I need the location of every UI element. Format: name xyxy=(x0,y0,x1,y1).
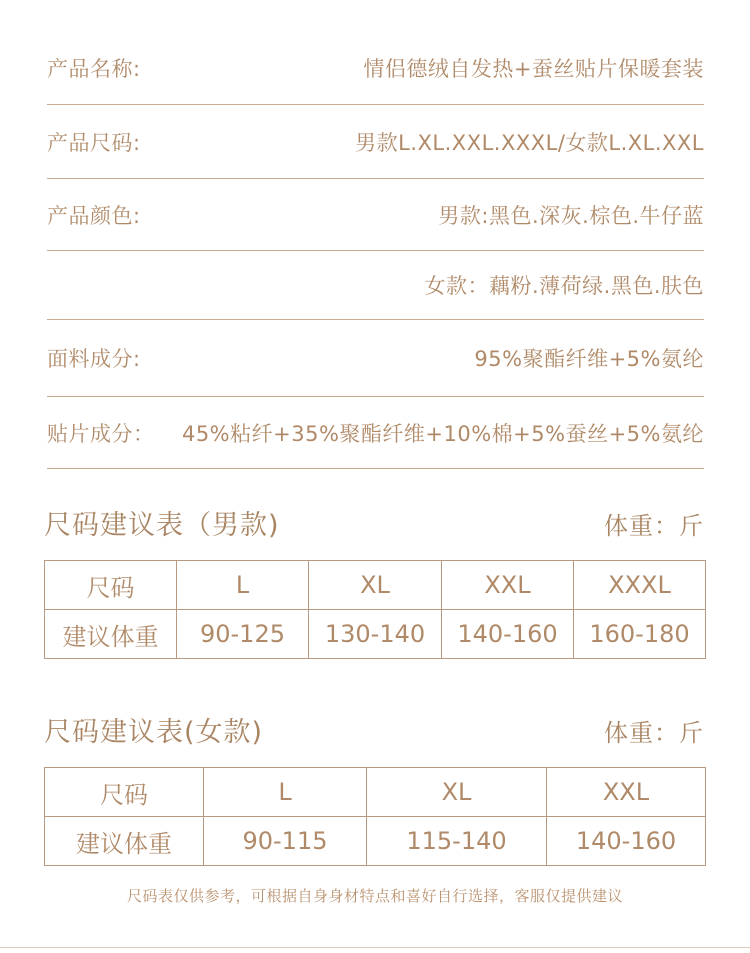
table-cell: 90-115 xyxy=(204,817,367,866)
table-cell: 建议体重 xyxy=(45,817,204,866)
table-header-cell: XXL xyxy=(442,561,574,610)
product-color-label: 产品颜色: xyxy=(47,203,141,228)
table-cell: 90-125 xyxy=(177,610,309,659)
size-note: 尺码表仅供参考，可根据自身身材特点和喜好自行选择，客服仅提供建议 xyxy=(126,887,623,905)
product-color-row xyxy=(47,179,704,251)
men-weight-unit: 体重：斤 xyxy=(604,512,704,540)
patch-composition-value: 45%粘纤+35%聚酯纤维+10%棉+5%蚕丝+5%氨纶 xyxy=(181,421,704,446)
table-header-row xyxy=(45,768,706,817)
product-color-men-value: 男款:黑色.深灰.棕色.牛仔蓝 xyxy=(438,203,704,228)
product-name-value: 情侣德绒自发热+蚕丝贴片保暖套装 xyxy=(363,57,704,81)
patch-composition-label: 贴片成分： xyxy=(47,421,155,446)
product-color-women-value: 女款：藕粉.薄荷绿.黑色.肤色 xyxy=(424,274,704,298)
women-weight-unit: 体重：斤 xyxy=(604,719,704,747)
table-cell: 140-160 xyxy=(442,610,574,659)
table-header-cell: 尺码 xyxy=(45,768,204,817)
table-cell: 115-140 xyxy=(367,817,547,866)
fabric-row xyxy=(47,320,704,397)
product-info-list xyxy=(47,32,704,469)
table-row xyxy=(45,610,706,659)
table-header-row xyxy=(45,561,706,610)
table-header-cell: XXL xyxy=(547,768,706,817)
table-row xyxy=(45,817,706,866)
product-name-row xyxy=(47,32,704,105)
table-cell: 130-140 xyxy=(309,610,442,659)
product-size-row xyxy=(47,105,704,179)
table-header-cell: XL xyxy=(367,768,547,817)
women-size-table-title: 尺码建议表(女款) xyxy=(44,717,264,748)
product-size-label: 产品尺码: xyxy=(47,130,141,155)
table-header-cell: 尺码 xyxy=(45,561,177,610)
table-header-cell: XL xyxy=(309,561,442,610)
men-size-table xyxy=(44,560,706,659)
table-header-cell: L xyxy=(177,561,309,610)
table-cell: 140-160 xyxy=(547,817,706,866)
patch-composition-row xyxy=(47,397,704,469)
bottom-divider xyxy=(0,947,750,948)
women-size-table xyxy=(44,767,706,866)
table-cell: 建议体重 xyxy=(45,610,177,659)
product-size-value: 男款L.XL.XXL.XXXL/女款L.XL.XXL xyxy=(355,130,704,155)
fabric-label: 面料成分: xyxy=(47,347,141,371)
table-header-cell: XXXL xyxy=(574,561,706,610)
men-size-table-title: 尺码建议表（男款) xyxy=(44,510,280,541)
table-cell: 160-180 xyxy=(574,610,706,659)
product-color-women-row xyxy=(47,251,704,320)
table-header-cell: L xyxy=(204,768,367,817)
fabric-value: 95%聚酯纤维+5%氨纶 xyxy=(474,347,704,371)
product-name-label: 产品名称: xyxy=(47,57,141,81)
